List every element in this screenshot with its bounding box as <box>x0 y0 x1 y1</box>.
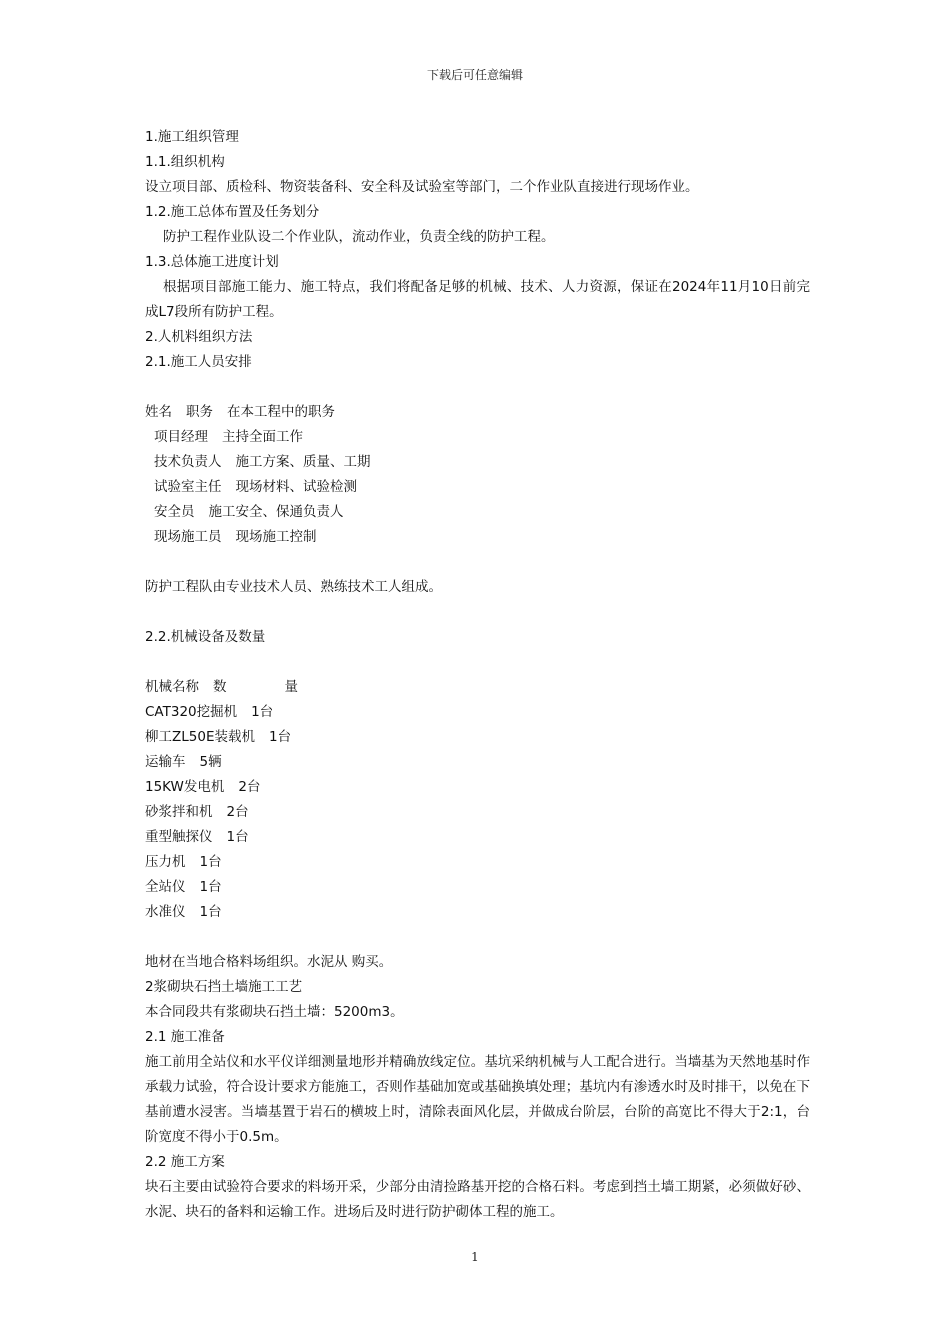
machine-qty: 1台 <box>199 904 222 920</box>
machine-qty: 1台 <box>199 854 222 870</box>
machine-name: CAT320挖掘机 <box>145 704 238 720</box>
machine-name: 15KW发电机 <box>145 779 225 795</box>
machine-qty: 2台 <box>226 804 249 820</box>
staff-row <box>145 450 810 475</box>
machine-name: 运输车 <box>145 754 186 770</box>
machine-qty: 1台 <box>251 704 274 720</box>
staff-duty: 主持全面工作 <box>222 429 303 445</box>
staff-duty: 现场施工控制 <box>235 529 317 545</box>
machine-name: 压力机 <box>145 854 186 870</box>
section-heading-1-1: 1.1.组织机构 <box>145 154 225 170</box>
staff-row <box>145 425 810 450</box>
machine-row <box>145 850 810 875</box>
section-heading-2-2: 2.2.机械设备及数量 <box>145 629 266 645</box>
staff-position: 现场施工员 <box>154 529 222 545</box>
machine-row <box>145 875 810 900</box>
materials-note: 地材在当地合格料场组织。水泥从 购买。 <box>145 954 393 970</box>
machine-name: 水准仪 <box>145 904 186 920</box>
section-heading-2: 2.人机料组织方法 <box>145 329 253 345</box>
staff-header-title: 职务 <box>186 404 213 420</box>
staff-row <box>145 525 810 550</box>
machine-qty: 5辆 <box>199 754 222 770</box>
staff-header-role: 在本工程中的职务 <box>227 404 335 420</box>
plan-paragraph: 块石主要由试验符合要求的料场开采，少部分由清捡路基开挖的合格石料。考虑到挡土墙工期紧，必须做好砂、水泥、块石的备料和运输工作。进场后及时进行防护砌体工程的施工。 <box>145 1179 810 1220</box>
section-heading-2-1: 2.1.施工人员安排 <box>145 354 252 370</box>
machine-qty: 1台 <box>199 879 222 895</box>
machine-row <box>145 750 810 775</box>
staff-position: 试验室主任 <box>154 479 222 495</box>
paragraph-layout: 防护工程作业队设二个作业队，流动作业，负责全线的防护工程。 <box>163 229 555 245</box>
machine-qty: 1台 <box>226 829 249 845</box>
machine-name: 重型触探仪 <box>145 829 213 845</box>
staff-row <box>145 475 810 500</box>
paragraph-schedule: 根据项目部施工能力、施工特点，我们将配备足够的机械、技术、人力资源，保证在2024年11月10日前完成L7段所有防护工程。 <box>145 279 810 320</box>
machine-row <box>145 800 810 825</box>
machine-row <box>145 900 810 925</box>
paragraph-organization: 设立项目部、质检科、物资装备科、安全科及试验室等部门，二个作业队直接进行现场作业。 <box>145 179 699 195</box>
staff-note: 防护工程队由专业技术人员、熟练技术工人组成。 <box>145 579 442 595</box>
prep-heading: 2.1 施工准备 <box>145 1029 225 1045</box>
machine-table-header <box>145 675 810 700</box>
section-heading-1-2: 1.2.施工总体布置及任务划分 <box>145 204 320 220</box>
prep-paragraph: 施工前用全站仪和水平仪详细测量地形并精确放线定位。基坑采纳机械与人工配合进行。当墙基为天然地基时作承载力试验，符合设计要求方能施工，否则作基础加宽或基础换填处理；基坑内有渗透水时及时排干，以免在下基前遭水浸害。当墙基置于岩石的横坡上时，清除表面风化层，并做成台阶层，台阶的高宽比不得大于2:1，台阶宽度不得小于0.5m。 <box>145 1054 810 1145</box>
wall-summary: 本合同段共有浆砌块石挡土墙：5200m3。 <box>145 1004 404 1020</box>
page-header: 下载后可任意编辑 <box>426 68 523 82</box>
machine-name: 全站仪 <box>145 879 186 895</box>
staff-row <box>145 500 810 525</box>
machine-header-qty-2: 量 <box>284 679 298 695</box>
wall-section-title: 2浆砌块石挡土墙施工工艺 <box>145 979 303 995</box>
staff-duty: 施工方案、质量、工期 <box>235 454 371 470</box>
section-heading-1-3: 1.3.总体施工进度计划 <box>145 254 279 270</box>
staff-table-header <box>145 400 810 425</box>
section-heading-1: 1.施工组织管理 <box>145 129 239 145</box>
machine-name: 砂浆拌和机 <box>145 804 213 820</box>
machine-row <box>145 825 810 850</box>
page-number: 1 <box>471 1250 479 1264</box>
staff-duty: 施工安全、保通负责人 <box>208 504 344 520</box>
staff-duty: 现场材料、试验检测 <box>235 479 357 495</box>
staff-position: 项目经理 <box>154 429 208 445</box>
machine-qty: 1台 <box>268 729 292 745</box>
machine-row <box>145 725 810 750</box>
staff-position: 技术负责人 <box>154 454 222 470</box>
machine-header-name: 机械名称 <box>145 679 199 695</box>
machine-row <box>145 775 810 800</box>
staff-header-name: 姓名 <box>145 404 172 420</box>
document-body <box>145 125 810 1225</box>
machine-qty: 2台 <box>238 779 261 795</box>
plan-heading: 2.2 施工方案 <box>145 1154 225 1170</box>
machine-row <box>145 700 810 725</box>
staff-position: 安全员 <box>154 504 195 520</box>
machine-name: 柳工ZL50E装载机 <box>145 729 255 745</box>
machine-header-qty-1: 数 <box>213 679 227 695</box>
